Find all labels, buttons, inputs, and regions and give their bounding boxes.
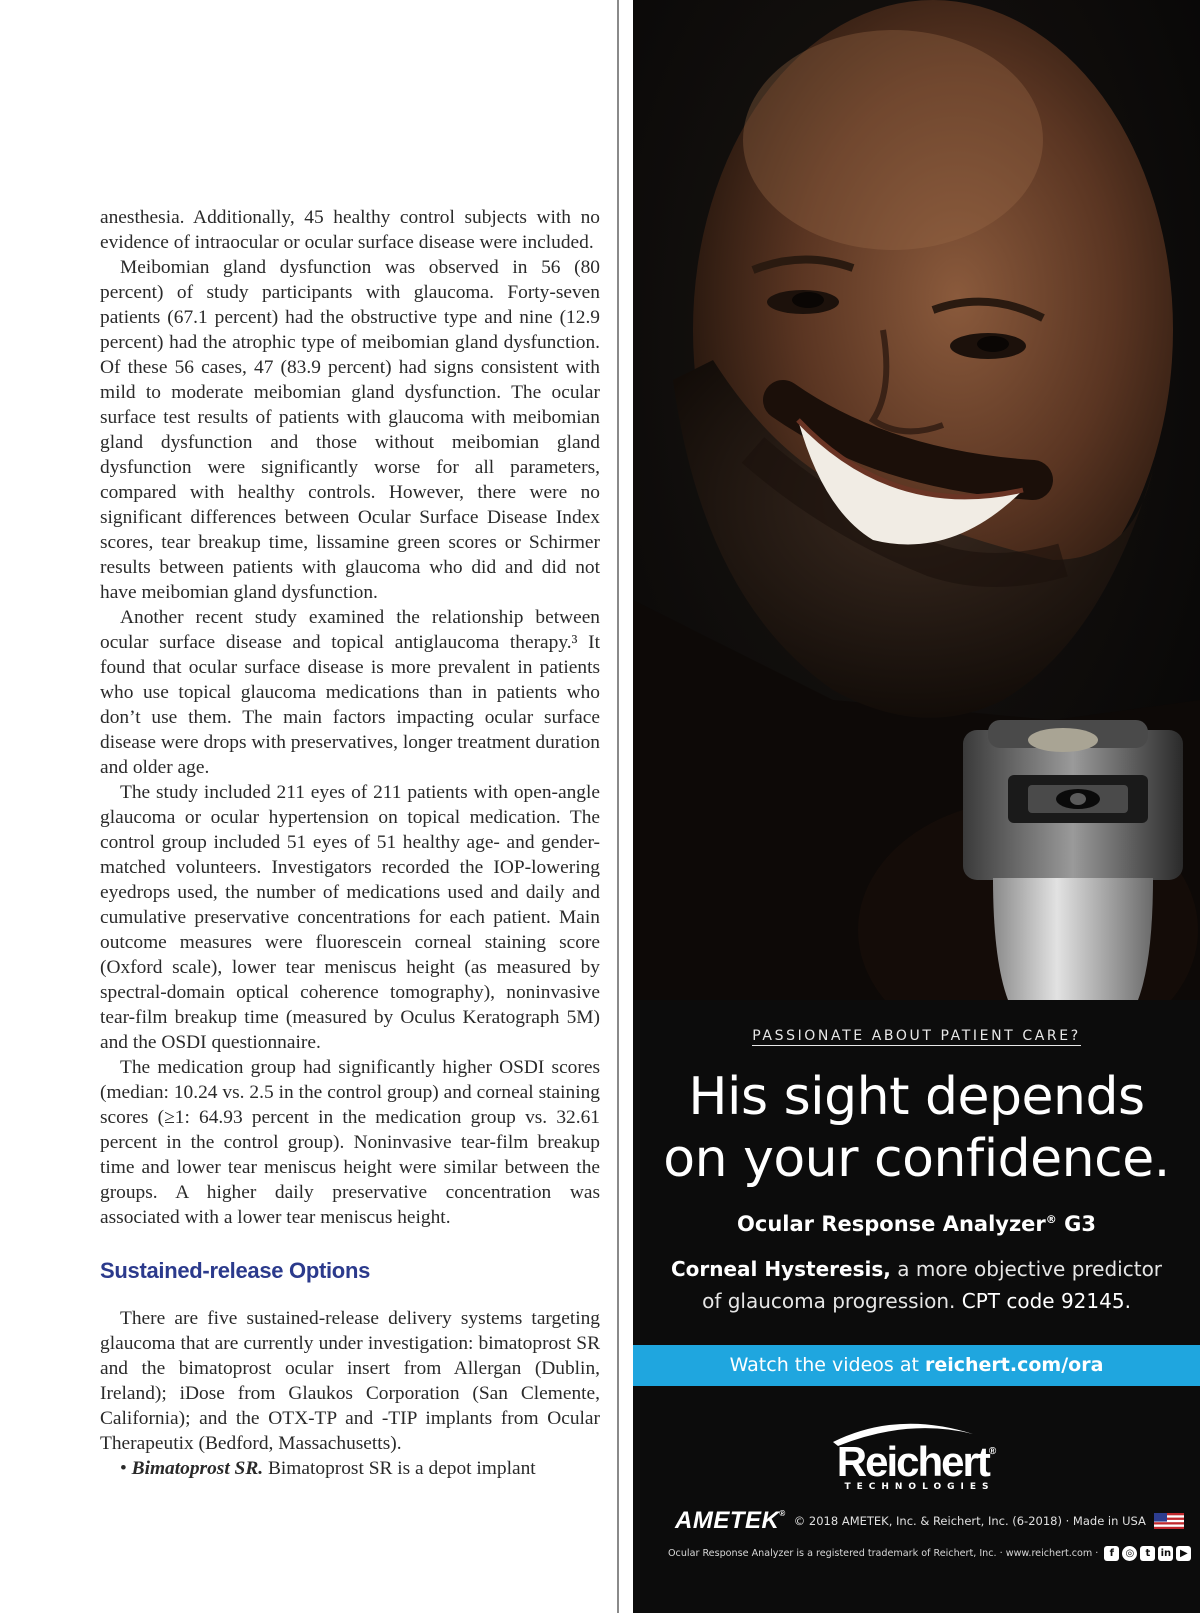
bullet-text: Bimatoprost SR is a depot implant: [263, 1458, 536, 1479]
facebook-icon[interactable]: f: [1104, 1546, 1119, 1561]
article-paragraph: There are five sustained-release delivery systems targeting glaucoma that are currently under investigation: bimatoprost SR and the bimatoprost ocular insert from Allergan (Dublin, Ireland); iDose from Glaukos Corporation (San Clemente, California); and the OTX-TP and -TIP implants from Ocular Therapeutix (Bedford, Massachusetts).: [100, 1308, 600, 1454]
registered-mark: ®: [1045, 1213, 1057, 1226]
ad-product-name: [633, 1212, 1200, 1236]
claim-bold: Corneal Hysteresis,: [670, 1257, 891, 1281]
claim-text: a more objective predictor: [890, 1257, 1163, 1281]
product-name-text: Ocular Response Analyzer: [737, 1212, 1046, 1236]
ad-photo-man-with-device: [633, 0, 1200, 1000]
advertisement: [633, 0, 1200, 1613]
band-url-link[interactable]: reichert.com/ora: [924, 1354, 1104, 1376]
reichert-logo: [633, 1438, 1200, 1486]
ad-kicker-text: PASSIONATE ABOUT PATIENT CARE?: [752, 1028, 1081, 1044]
ad-claim: [663, 1253, 1170, 1317]
column-divider: [617, 0, 619, 1613]
ametek-registered-mark: ®: [779, 1509, 786, 1518]
ad-headline: [633, 1066, 1200, 1190]
brand-name: Reichert: [836, 1438, 989, 1485]
section-heading: Sustained-release Options: [100, 1258, 371, 1283]
linkedin-icon[interactable]: in: [1158, 1546, 1173, 1561]
trademark-text: Ocular Response Analyzer is a registered trademark of Reichert, Inc. · www.reichert.com ·: [668, 1547, 1099, 1559]
ametek-row: [675, 1508, 1180, 1534]
ametek-logo: [675, 1507, 786, 1535]
footer-row: [668, 1543, 1195, 1563]
bullet-marker: •: [120, 1458, 127, 1479]
brand-registered-mark: ®: [988, 1446, 997, 1457]
cpt-code: CPT code 92145.: [961, 1289, 1131, 1313]
ad-kicker: [633, 1028, 1200, 1044]
ad-headline-line: on your confidence.: [663, 1129, 1170, 1189]
brand-subtitle: TECHNOLOGIES: [844, 1482, 995, 1492]
bullet-item: [100, 1456, 600, 1481]
instagram-icon[interactable]: ◎: [1122, 1546, 1137, 1561]
ad-headline-line: His sight depends: [688, 1067, 1145, 1127]
article-paragraph: The medication group had significantly higher OSDI scores (median: 10.24 vs. 2.5 in the control group) and corneal staining scores (≥1: 64.93 percent in the medication group vs. 32.61 percent in the control group). Noninvasive tear-film breakup time and lower tear meniscus height were similar between the groups. A higher daily preservative concentration was associated with a lower tear meniscus height.: [100, 1057, 600, 1228]
band-text: Watch the videos at: [729, 1354, 925, 1376]
youtube-icon[interactable]: ▶: [1176, 1546, 1191, 1561]
social-icons: [1104, 1546, 1191, 1561]
article-paragraph: Another recent study examined the relationship between ocular surface disease and topical antiglaucoma therapy.³ It found that ocular surface disease is more prevalent in patients who use topical glaucoma medications than in patients who don’t use them. The main factors impacting ocular surface disease were drops with preservatives, longer treatment duration and older age.: [100, 607, 600, 778]
claim-text: of glaucoma progression.: [702, 1289, 962, 1313]
article-paragraph: Meibomian gland dysfunction was observed in 56 (80 percent) of study participants with glaucoma. Forty-seven patients (67.1 percent) had the obstructive type and nine (12.9 percent) had the atrophic type of meibomian gland dysfunction. Of these 56 cases, 47 (83.9 percent) had signs consistent with mild to moderate meibomian gland dysfunction. The ocular surface test results of patients with glaucoma with meibomian gland dysfunction and those without meibomian gland dysfunction were significantly worse for all parameters, compared with healthy controls. However, there were no significant differences between Ocular Surface Disease Index scores, tear breakup time, lissamine green scores or Schirmer results between patients with glaucoma who did and did not have meibomian gland dysfunction.: [100, 257, 600, 603]
article-paragraph: anesthesia. Additionally, 45 healthy control subjects with no evidence of intraocular or ocular surface disease were included.: [100, 207, 600, 253]
copyright-text: © 2018 AMETEK, Inc. & Reichert, Inc. (6-2018) · Made in USA: [793, 1514, 1146, 1528]
video-link-band[interactable]: [633, 1345, 1200, 1386]
bullet-lead: Bimatoprost SR.: [131, 1458, 264, 1479]
product-model: G3: [1056, 1212, 1096, 1236]
article-column: [100, 205, 600, 1481]
ametek-name: AMETEK: [675, 1507, 780, 1534]
twitter-icon[interactable]: t: [1140, 1546, 1155, 1561]
us-flag-icon: [1154, 1513, 1184, 1529]
article-paragraph: The study included 211 eyes of 211 patients with open-angle glaucoma or ocular hypertension on topical medication. The control group included 51 eyes of 51 healthy age- and gender-matched volunteers. Investigators recorded the IOP-lowering eyedrops used, the number of medications used and daily and cumulative preservative concentrations for each patient. Main outcome measures were fluorescein corneal staining score (Oxford scale), lower tear meniscus height (as measured by spectral-domain optical coherence tomography), noninvasive tear-film breakup time (measured by Oculus Keratograph 5M) and the OSDI questionnaire.: [100, 782, 600, 1053]
